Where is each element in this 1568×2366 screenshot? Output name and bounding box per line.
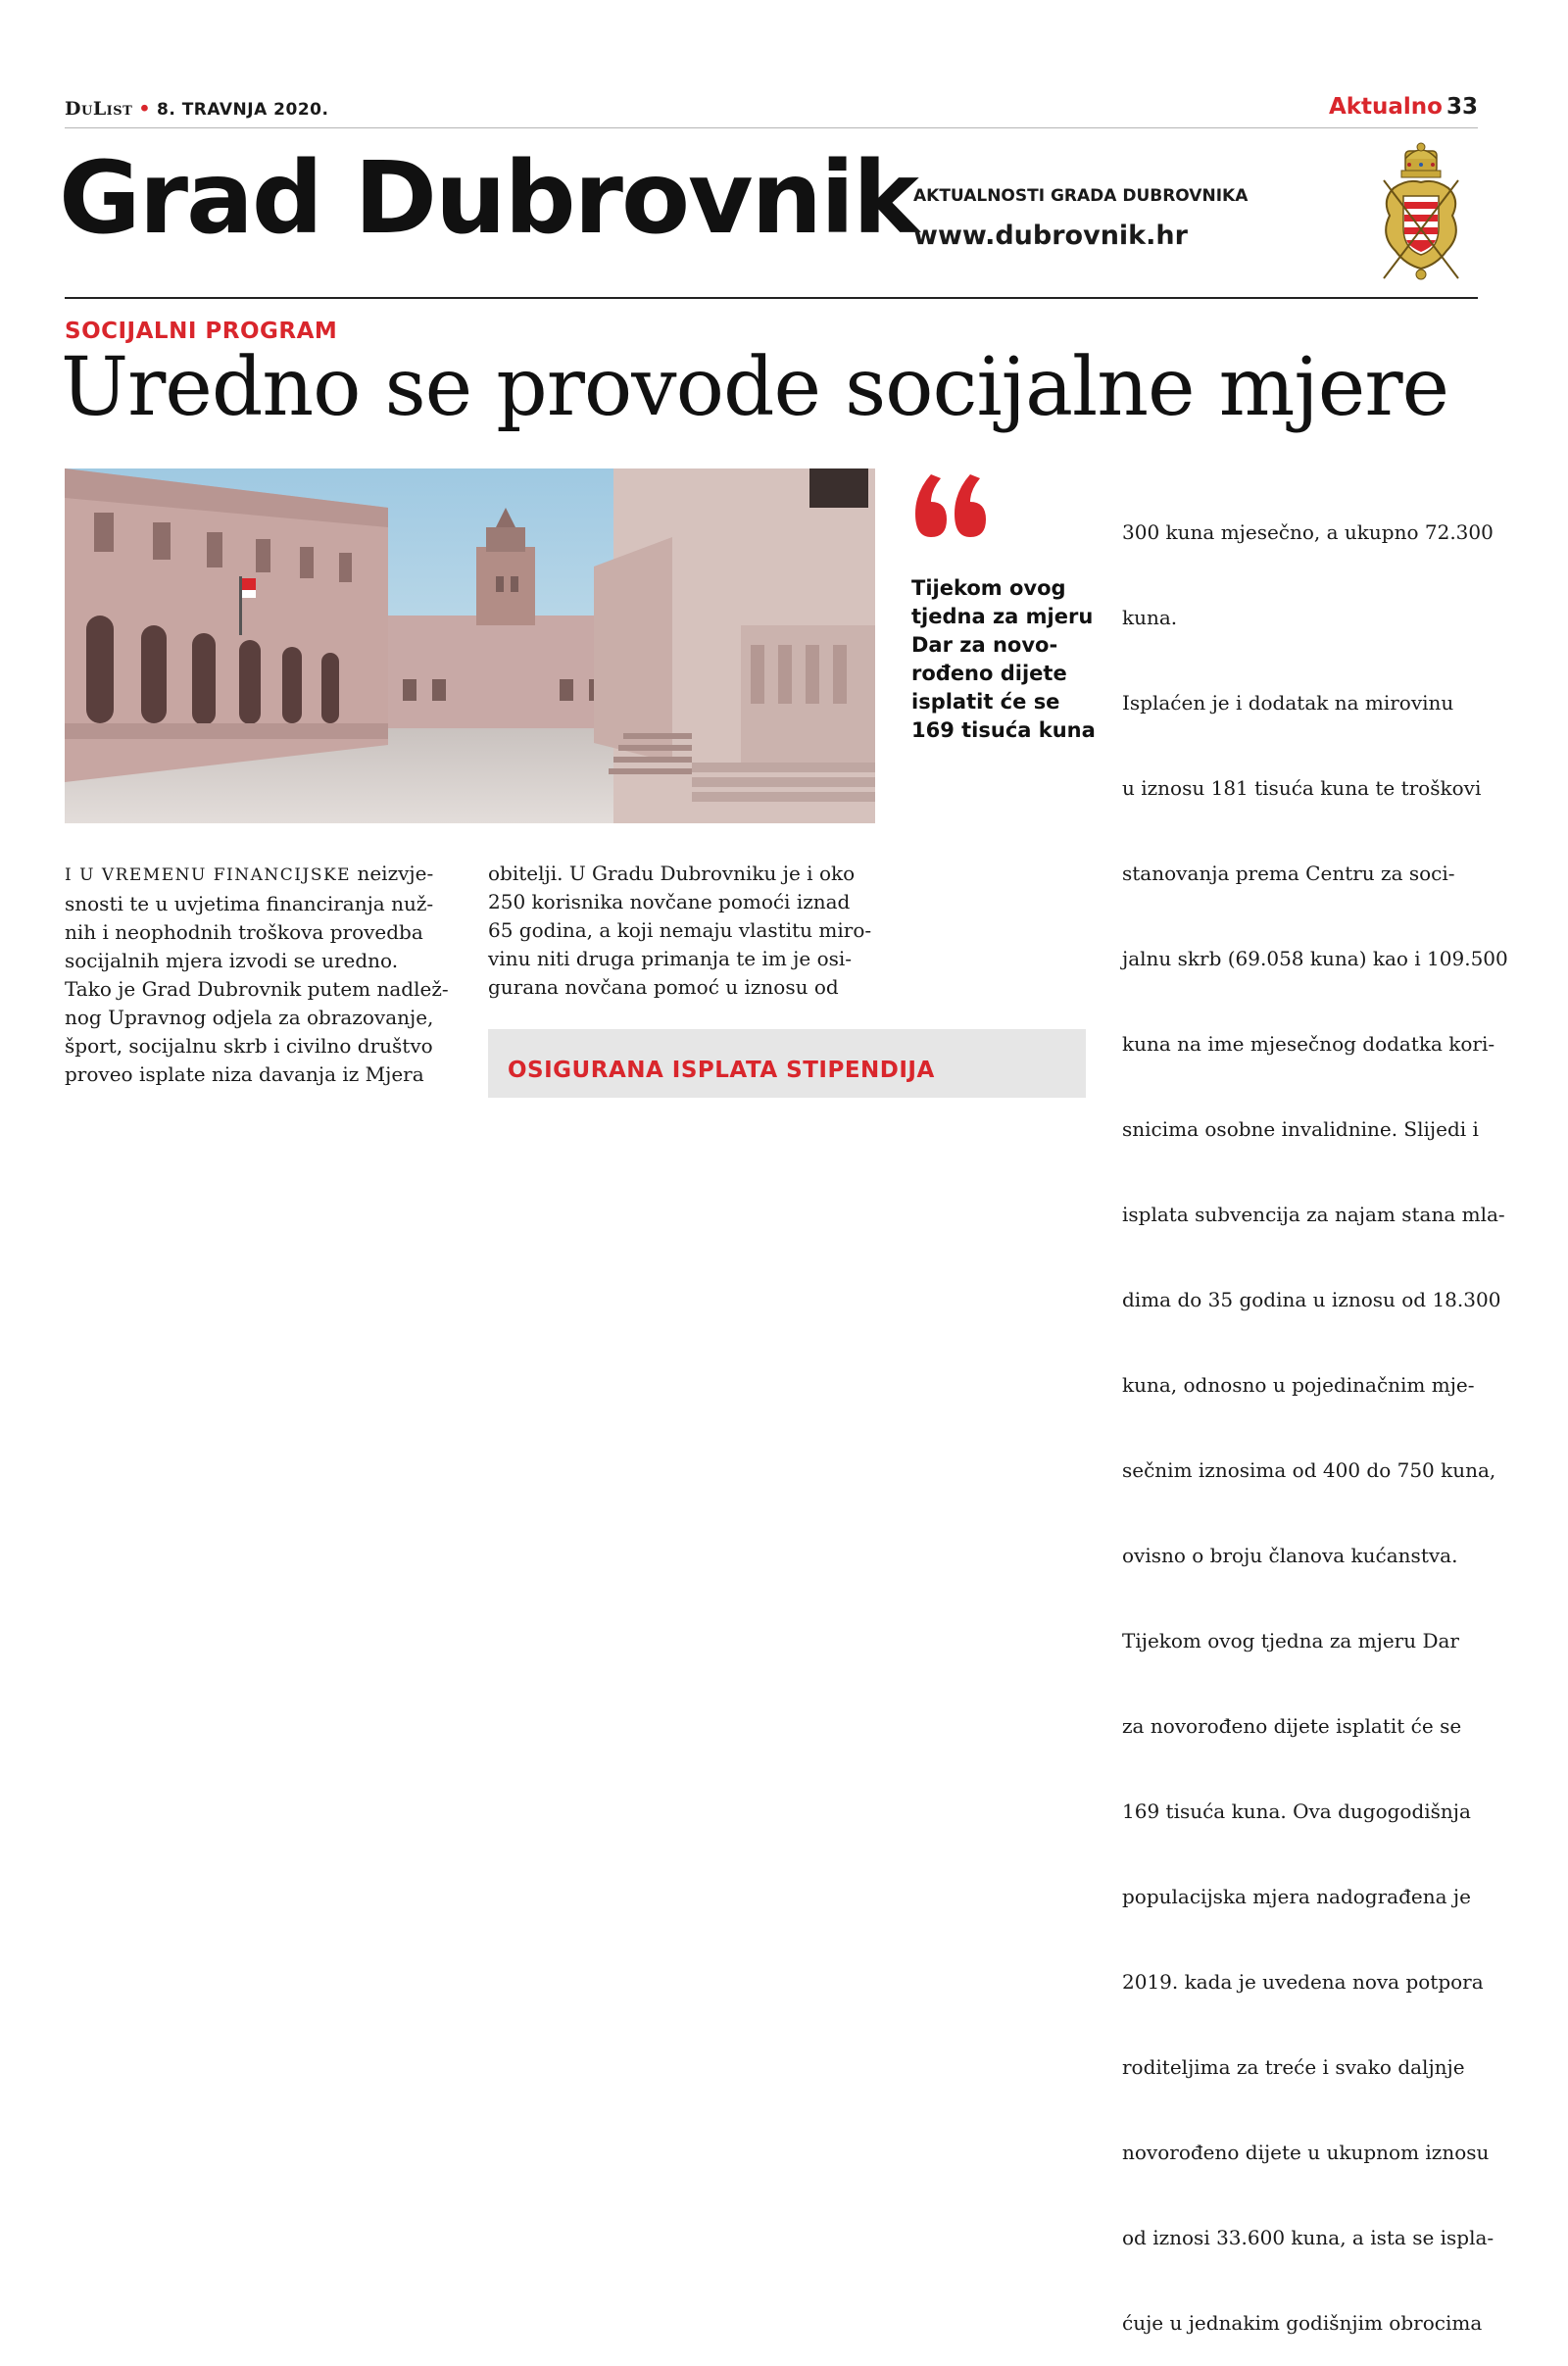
body-line: 169 tisuća kuna. Ova dugogodišnja <box>1122 1799 1471 1823</box>
quote-mark-icon <box>911 468 992 541</box>
pull-quote-line: 169 tisuća kuna <box>911 718 1096 742</box>
body-line: u iznosu 181 tisuća kuna te troškovi <box>1122 776 1482 800</box>
body-line: vinu niti druga primanja te im je osi- <box>488 947 853 970</box>
body-line: isplata subvencija za najam stana mla- <box>1122 1203 1505 1226</box>
body-line: jalnu skrb (69.058 kuna) kao i 109.500 <box>1122 947 1508 970</box>
body-line: 300 kuna mjesečno, a ukupno 72.300 <box>1122 520 1494 544</box>
publication-brand <box>65 98 328 120</box>
section-name: Aktualno <box>1328 94 1443 120</box>
body-line: snicima osobne invalidnine. Slijedi i <box>1122 1117 1479 1141</box>
body-line: sečnim iznosima od 400 do 750 kuna, <box>1122 1458 1496 1482</box>
page-number: 33 <box>1446 94 1478 120</box>
article-kicker: SOCIJALNI PROGRAM <box>65 319 338 344</box>
body-line: ovisno o broju članova kućanstva. <box>1122 1544 1458 1567</box>
issue-date: 8. TRAVNJA 2020. <box>156 100 329 120</box>
body-line: novorođeno dijete u ukupnom iznosu <box>1122 2141 1490 2164</box>
masthead-title: Grad Dubrovnik <box>59 140 917 257</box>
body-column-middle <box>488 860 880 1002</box>
pull-quote-line: Tijekom ovog <box>911 576 1066 600</box>
body-line: od iznosi 33.600 kuna, a ista se ispla- <box>1122 2226 1494 2249</box>
sidebar-box-title: OSIGURANA ISPLATA STIPENDIJA <box>508 1058 935 1083</box>
body-line: Tako je Grad Dubrovnik putem nadlež- <box>65 977 449 1001</box>
separator-dot-icon: • <box>138 98 151 120</box>
body-column-left <box>65 860 457 1089</box>
body-line: populacijska mjera nadograđena je <box>1122 1885 1471 1908</box>
body-column-right <box>1122 462 1514 2366</box>
pull-quote-line: rođeno dijete <box>911 662 1067 685</box>
body-line: obitelji. U Gradu Dubrovniku je i oko <box>488 862 856 885</box>
body-line: Isplaćen je i dodatak na mirovinu <box>1122 691 1454 715</box>
lead-rest: neizvje- <box>351 862 434 885</box>
masthead-divider <box>65 297 1478 299</box>
body-line: proveo isplate niza davanja iz Mjera <box>65 1062 424 1086</box>
body-line: za novorođeno dijete isplatit će se <box>1122 1714 1462 1738</box>
body-line: nih i neophodnih troškova provedba <box>65 920 423 944</box>
body-line: Tijekom ovog tjedna za mjeru Dar <box>1122 1629 1459 1652</box>
body-line: snosti te u uvjetima financiranja nuž- <box>65 892 434 915</box>
body-line: stanovanja prema Centru za soci- <box>1122 862 1455 885</box>
body-line: šport, socijalnu skrb i civilno društvo <box>65 1034 433 1058</box>
body-line: nog Upravnog odjela za obrazovanje, <box>65 1006 434 1029</box>
pull-quote-line: tjedna za mjeru <box>911 605 1094 628</box>
article-photo <box>65 468 875 823</box>
body-line: kuna na ime mjesečnog dodatka kori- <box>1122 1032 1495 1056</box>
pull-quote-line: isplatit će se <box>911 690 1060 714</box>
masthead-url[interactable]: www.dubrovnik.hr <box>913 221 1188 251</box>
masthead-subtitle: AKTUALNOSTI GRADA DUBROVNIKA <box>913 186 1249 206</box>
pull-quote <box>911 574 1098 745</box>
section-label <box>1329 94 1478 120</box>
body-line: socijalnih mjera izvodi se uredno. <box>65 949 399 972</box>
brand-name: DuList <box>65 98 133 120</box>
body-line: kuna, odnosno u pojedinačnim mje- <box>1122 1373 1475 1397</box>
article-headline: Uredno se provode socijalne mjere <box>61 341 1449 434</box>
body-line: dima do 35 godina u iznosu od 18.300 <box>1122 1288 1501 1311</box>
body-line: roditeljima za treće i svako daljnje <box>1122 2055 1465 2079</box>
body-line <box>65 860 457 890</box>
body-line: gurana novčana pomoć u iznosu od <box>488 975 839 999</box>
lead-in: I U VREMENU FINANCIJSKE <box>65 865 352 885</box>
body-line: 250 korisnika novčane pomoći iznad <box>488 890 851 913</box>
body-line: 65 godina, a koji nemaju vlastitu miro- <box>488 918 872 942</box>
body-line: 2019. kada je uvedena nova potpora <box>1122 1970 1484 1994</box>
body-line: ćuje u jednakim godišnjim obrocima <box>1122 2311 1483 2335</box>
coat-of-arms-icon <box>1376 141 1466 284</box>
body-line: kuna. <box>1122 606 1178 629</box>
top-divider <box>65 127 1478 128</box>
pull-quote-line: Dar za novo- <box>911 633 1058 657</box>
